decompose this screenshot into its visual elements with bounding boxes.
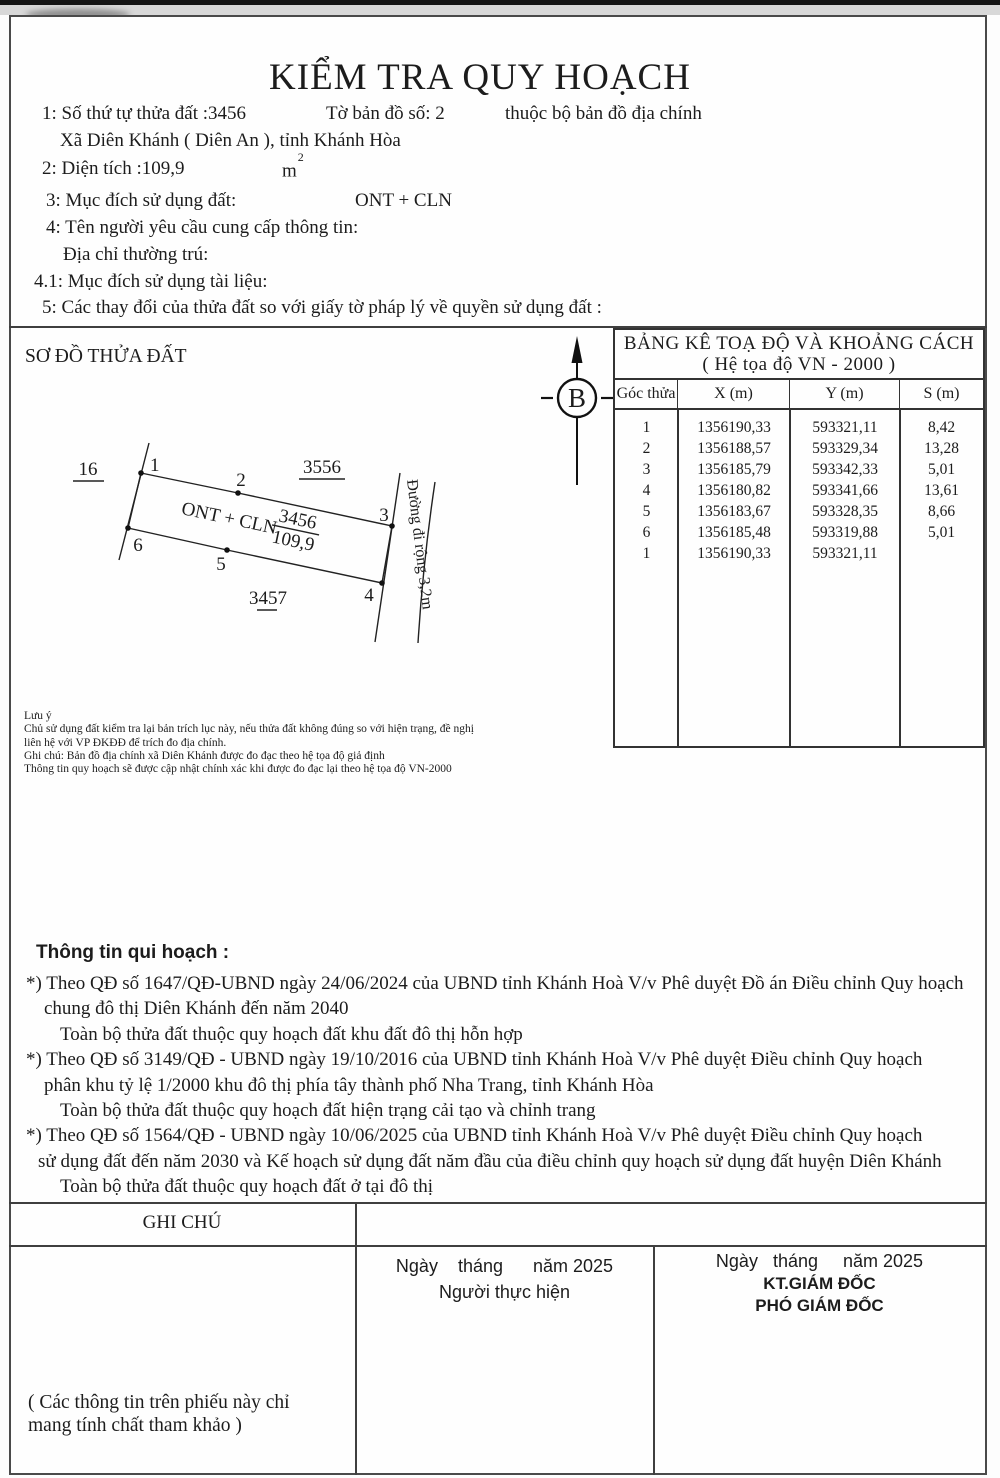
table-row: 1 1356190,33 593321,11 8,42 — [642, 419, 956, 436]
notes-line: Chủ sử dụng đất kiểm tra lại bản trích lục này, nếu thửa đất không đúng so với hiện trạng, đề nghị — [24, 723, 474, 736]
table-row: 4 1356180,82 593341,66 13,61 — [642, 482, 959, 499]
parcel-area-label: 109,9 — [270, 526, 317, 556]
col-header-y: Y (m) — [790, 380, 900, 408]
planning-line: Toàn bộ thửa đất thuộc quy hoạch đất khu đất đô thị hỗn hợp — [60, 1023, 523, 1045]
director-date: Ngày tháng năm 2025 — [715, 1251, 924, 1271]
table-row: 2 1356188,57 593329,34 13,28 — [642, 440, 959, 457]
executor-role: Người thực hiện — [439, 1282, 570, 1302]
parcel-number-label: 3456 — [276, 505, 319, 534]
table-row: 6 1356185,48 593319,88 5,01 — [642, 524, 956, 541]
disclaimer-line-2: mang tính chất tham khảo ) — [28, 1415, 242, 1436]
planning-block — [0, 971, 990, 1200]
footer-row-divider — [9, 1245, 987, 1247]
coordinates-table — [613, 328, 985, 748]
footer-note-header: GHI CHÚ — [142, 1212, 222, 1233]
unit-m: m — [282, 160, 297, 182]
vertex-label-4: 4 — [364, 585, 374, 606]
page-title: KIỂM TRA QUY HOẠCH — [269, 57, 691, 98]
neighbor-parcel-left: 16 — [78, 459, 98, 480]
coordinates-table-body — [615, 410, 983, 748]
vertex-label-5: 5 — [216, 554, 226, 575]
footer-executor-cell — [356, 1256, 653, 1303]
planning-line: *) Theo QĐ số 3149/QĐ - UBND ngày 19/10/2016 của UBND tỉnh Khánh Hoà V/v Phê duyệt Điều chỉnh Quy hoạch — [26, 1049, 923, 1071]
coordinates-table-header — [615, 380, 983, 410]
top-gray-strip — [0, 5, 1000, 15]
col-header-s: S (m) — [923, 385, 960, 402]
planning-line: sử dụng đất đến năm 2030 và Kế hoạch sử dụng đất năm đầu của điều chỉnh quy hoạch sử dụng đất huyện Diên Khánh — [38, 1150, 942, 1172]
neighbor-parcel-top: 3556 — [303, 457, 341, 478]
vertex-label-6: 6 — [133, 535, 143, 556]
planning-line: phân khu tỷ lệ 1/2000 khu đô thị phía tây thành phố Nha Trang, tỉnh Khánh Hòa — [44, 1074, 654, 1096]
footer-disclaimer — [28, 1391, 290, 1437]
field-map-sheet: Tờ bản đồ số: 2 — [326, 103, 445, 124]
north-arrow — [541, 336, 613, 485]
planning-line: Toàn bộ thửa đất thuộc quy hoạch đất ở tại đô thị — [60, 1176, 434, 1198]
director-title-1: KT.GIÁM ĐỐC — [763, 1274, 876, 1293]
north-letter: B — [567, 383, 587, 413]
planning-line: *) Theo QĐ số 1564/QĐ - UBND ngày 10/06/2025 của UBND tỉnh Khánh Hoà V/v Phê duyệt Điều chỉnh Quy hoạch — [26, 1125, 923, 1147]
field-requester: 4: Tên người yêu cầu cung cấp thông tin: — [46, 217, 359, 238]
notes-line: liên hệ với VP ĐKĐĐ để trích đo địa chính. — [24, 736, 227, 749]
road-left-line — [375, 473, 400, 642]
notes-line: Ghi chú: Bản đồ địa chính xã Diên Khánh được đo đạc theo hệ tọa độ giả định — [24, 749, 385, 762]
field-parcel-number: 1: Số thứ tự thửa đất :3456 — [42, 103, 246, 124]
table-row: 3 1356185,79 593342,33 5,01 — [642, 461, 956, 478]
field-land-use-label: 3: Mục đích sử dụng đất: — [46, 190, 237, 211]
field-commune: Xã Diên Khánh ( Diên An ), tỉnh Khánh Hòa — [60, 130, 401, 151]
north-arrow-head — [572, 336, 583, 363]
column-divider — [899, 410, 901, 748]
footer-director-cell — [654, 1251, 985, 1316]
field-land-use-value: ONT + CLN — [355, 190, 452, 211]
vertex-label-3: 3 — [379, 505, 389, 526]
disclaimer-line-1: ( Các thông tin trên phiếu này chỉ — [28, 1392, 290, 1413]
road-label: Đường đi rộng 3,2m — [403, 478, 436, 611]
planning-line: *) Theo QĐ số 1647/QĐ-UBND ngày 24/06/2024 của UBND tỉnh Khánh Hoà V/v Phê duyệt Đồ án Điều chỉnh Quy hoạch — [26, 973, 964, 994]
parcel-use-label: ONT + CLN — [179, 498, 279, 539]
coord-title-line1: BẢNG KÊ TOẠ ĐỘ VÀ KHOẢNG CÁCH — [623, 333, 975, 354]
planning-line: chung đô thị Diên Khánh đến năm 2040 — [44, 998, 349, 1020]
neighbor-parcel-bottom: 3457 — [249, 588, 287, 609]
field-area: 2: Diện tích :109,9 — [42, 158, 185, 179]
field-document-purpose: 4.1: Mục đích sử dụng tài liệu: — [34, 271, 268, 292]
footer-col-divider-1 — [355, 1202, 357, 1475]
footer-top-border — [9, 1202, 987, 1204]
coord-title-line2: ( Hệ tọa độ VN - 2000 ) — [702, 354, 896, 375]
field-area-unit — [282, 150, 304, 182]
unit-squared: 2 — [297, 150, 304, 164]
director-title-2: PHÓ GIÁM ĐỐC — [755, 1296, 884, 1315]
field-map-book: thuộc bộ bản đồ địa chính — [505, 103, 702, 124]
notes-line: Thông tin quy hoạch sẽ được cập nhật chính xác khi được đo đạc lại theo hệ tọa độ VN-2000 — [24, 763, 452, 776]
table-row: 1 1356190,33 593321,11 — [642, 545, 878, 562]
vertex-label-1: 1 — [150, 455, 160, 476]
diagram-title: SƠ ĐỒ THỬA ĐẤT — [25, 346, 187, 367]
field-address: Địa chỉ thường trú: — [63, 244, 209, 265]
coordinates-table-title — [615, 330, 983, 380]
field-changes: 5: Các thay đổi của thửa đất so với giấy tờ pháp lý về quyền sử dụng đất : — [42, 297, 602, 318]
column-divider — [677, 410, 679, 748]
planning-title: Thông tin qui hoạch : — [36, 942, 230, 963]
planning-line: Toàn bộ thửa đất thuộc quy hoạch đất hiện trạng cải tạo và chỉnh trang — [60, 1100, 596, 1122]
parcel-fraction — [268, 504, 324, 556]
parcel-sketch — [0, 330, 620, 690]
col-header-x: X (m) — [678, 380, 790, 408]
notes-title: Lưu ý — [24, 710, 52, 722]
vertex-label-2: 2 — [236, 470, 246, 491]
notes-block — [24, 710, 474, 776]
column-divider — [789, 410, 791, 748]
col-header-corner: Góc thửa — [615, 380, 678, 408]
executor-date: Ngày tháng năm 2025 — [395, 1256, 614, 1276]
table-row: 5 1356183,67 593328,35 8,66 — [642, 503, 956, 520]
